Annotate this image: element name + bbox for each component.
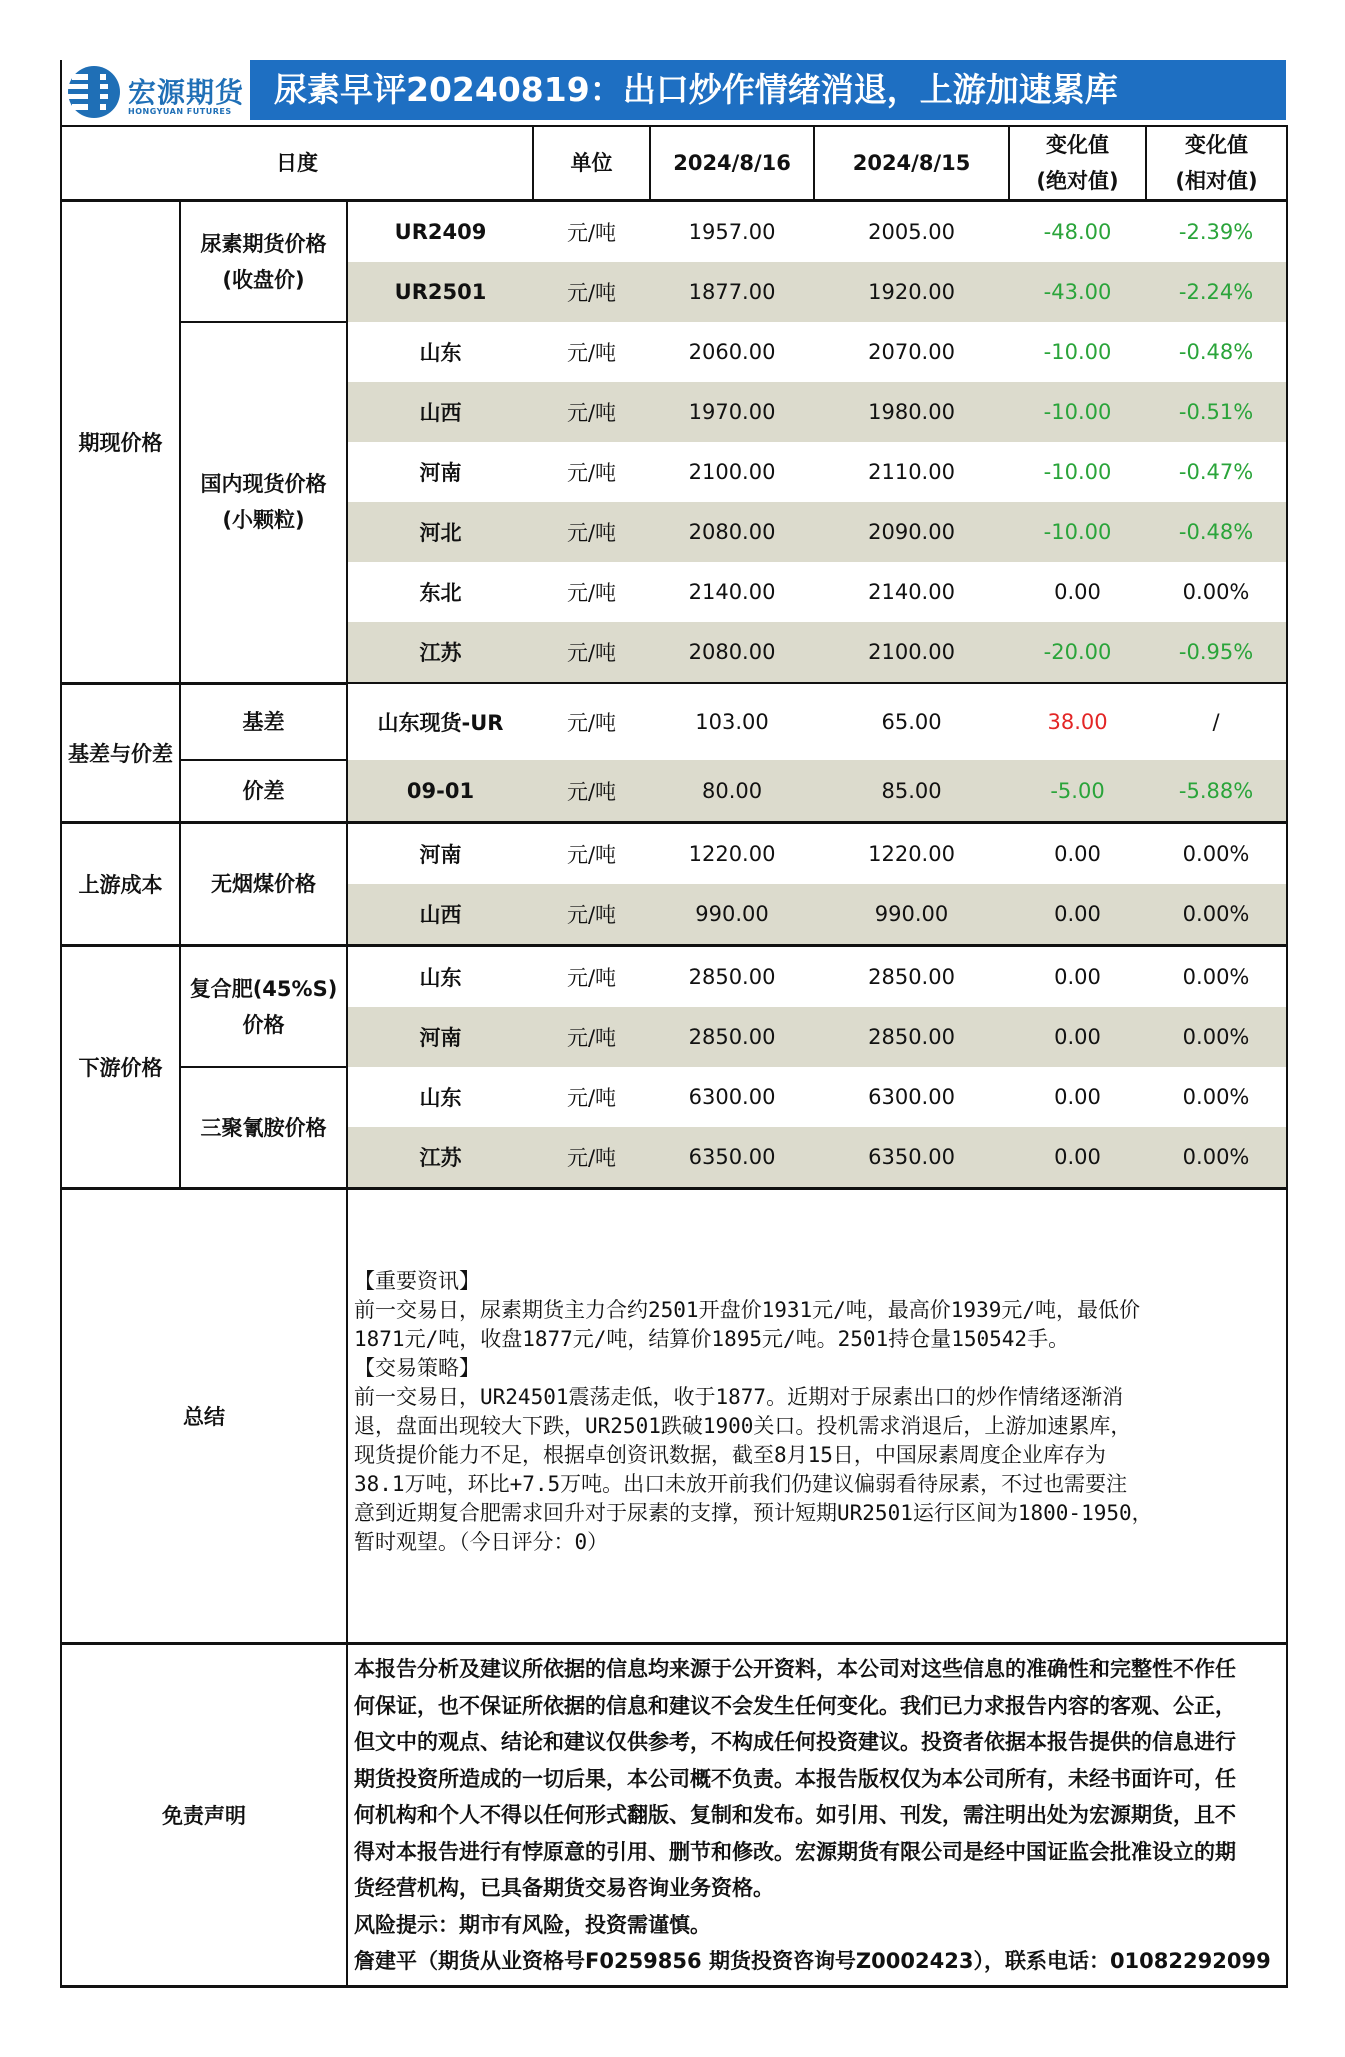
strategy-line: 前一交易日，UR24501震荡走低，收于1877。近期对于尿素出口的炒作情绪逐渐消 [354,1385,1124,1409]
row-item: 山西 [347,382,533,442]
row-unit: 元/吨 [533,1007,650,1067]
row-value-d1: 2080.00 [650,622,814,683]
row-change-abs: -10.00 [1043,460,1112,484]
row-value-d2: 1920.00 [814,262,1009,322]
sub-futures-price: 尿素期货价格 (收盘价) [180,201,347,323]
header-row [61,126,1287,201]
disclaimer-row [61,1644,1287,1987]
row-item: UR2409 [394,220,487,244]
row-change-rel: 0.00% [1146,562,1287,622]
row-change-rel: 0.00% [1146,1067,1287,1127]
disclaimer-line: 何机构和个人不得以任何形式翻版、复制和发布。如引用、刊发，需注明出处为宏源期货，且不 [354,1803,1236,1827]
summary-label: 总结 [61,1189,347,1644]
row-unit: 元/吨 [566,581,617,605]
row-item: 江苏 [347,622,533,683]
row-item: 09-01 [347,760,533,823]
col-d2: 2024/8/15 [814,126,1009,201]
row-item: 东北 [419,581,462,605]
row-change-rel: -0.48% [1146,322,1287,382]
strategy-title: 【交易策略】 [354,1356,480,1380]
disclaimer-label: 免责声明 [61,1644,347,1987]
row-value-d1: 1877.00 [650,262,814,322]
row-value-d1: 6350.00 [650,1127,814,1189]
row-value-d1: 990.00 [650,884,814,946]
row-value-d2: 2090.00 [814,502,1009,562]
row-value-d1: 2850.00 [650,946,814,1008]
row-value-d1: 2140.00 [688,580,776,604]
row-value-d2: 990.00 [814,884,1009,946]
row-unit: 元/吨 [533,622,650,683]
row-value-d2: 2070.00 [868,340,955,364]
row-change-rel: 0.00% [1146,1127,1287,1189]
row-change-rel: 0.00% [1146,884,1287,946]
row-change-rel: -0.95% [1146,622,1287,683]
row-item: 河北 [347,502,533,562]
row-value-d1: 2100.00 [688,460,776,484]
report [60,60,1286,1988]
row-value-d2: 6300.00 [868,1085,955,1109]
table-row [61,1067,1287,1127]
row-unit: 元/吨 [533,823,650,885]
row-change-abs: 0.00 [1009,823,1146,885]
sub-spot-price: 国内现货价格 (小颗粒) [180,322,347,683]
logo-subtitle: HONGYUAN FUTURES [128,107,232,116]
row-change-abs: 0.00 [1009,946,1146,1008]
disclaimer-line: 期货投资所造成的一切后果，本公司概不负责。本报告版权仅为本公司所有，未经书面许可，任 [354,1766,1236,1791]
table-row [61,760,1287,823]
summary-row [61,1189,1287,1644]
row-change-rel: -0.48% [1146,502,1287,562]
row-change-abs: -20.00 [1009,622,1146,683]
report-title: 尿素早评20240819：出口炒作情绪消退，上游加速累库 [250,60,1286,120]
row-change-abs: 0.00 [1054,1085,1101,1109]
row-change-rel: 0.00% [1146,946,1287,1008]
row-value-d2: 85.00 [814,760,1009,823]
row-change-rel: -2.24% [1146,262,1287,322]
row-value-d2: 2005.00 [868,220,955,244]
news-line: 前一交易日，尿素期货主力合约2501开盘价1931元/吨，最高价1939元/吨，最低价 [354,1298,1141,1322]
logo-icon [66,62,126,122]
table-row [61,946,1287,1008]
row-change-abs: 0.00 [1054,580,1101,604]
row-unit: 元/吨 [533,382,650,442]
disclaimer-body [347,1644,1287,1987]
row-value-d1: 103.00 [650,683,814,760]
title-bar [60,60,1286,125]
row-value-d2: 6350.00 [814,1127,1009,1189]
sub-coal-price: 无烟煤价格 [180,823,347,946]
row-change-rel: 0.00% [1146,1007,1287,1067]
category-spot-futures: 期现价格 [61,201,180,684]
category-upstream: 上游成本 [61,823,180,946]
row-unit: 元/吨 [566,1086,617,1110]
row-change-abs: 38.00 [1009,683,1146,760]
strategy-line: 意到近期复合肥需求回升对于尿素的支撑，预计短期UR2501运行区间为1800-1950， [354,1501,1153,1525]
summary-body [347,1189,1287,1644]
row-item: 山东现货-UR [347,683,533,760]
row-value-d2: 2140.00 [868,580,955,604]
row-unit: 元/吨 [566,461,617,485]
row-value-d1: 2080.00 [650,502,814,562]
strategy-line: 现货提价能力不足，根据卓创资讯数据，截至8月15日，中国尿素周度企业库存为 [354,1443,1106,1467]
row-value-d2: 2850.00 [814,1007,1009,1067]
category-downstream: 下游价格 [61,946,180,1189]
row-value-d2: 1980.00 [814,382,1009,442]
company-logo [62,60,248,125]
disclaimer-line: 但文中的观点、结论和建议仅供参考，不构成任何投资建议。投资者依据本报告提供的信息进行 [354,1730,1236,1754]
row-value-d2: 2100.00 [814,622,1009,683]
row-unit: 元/吨 [533,262,650,322]
row-change-abs: 0.00 [1009,1127,1146,1189]
table-row [61,823,1287,885]
row-value-d1: 2850.00 [650,1007,814,1067]
row-item: 山东 [419,1086,462,1110]
table-row [61,322,1287,382]
strategy-line: 暂时观望。（今日评分：0） [354,1530,609,1554]
disclaimer-line: 何保证，也不保证所依据的信息和建议不会发生任何变化。我们已力求报告内容的客观、公正， [354,1693,1236,1718]
row-change-rel: -0.51% [1146,382,1287,442]
row-value-d1: 80.00 [650,760,814,823]
row-item: 山东 [419,341,462,365]
row-unit: 元/吨 [533,884,650,946]
sub-melamine-price: 三聚氰胺价格 [180,1067,347,1189]
sub-compound-fertilizer: 复合肥(45%S) 价格 [180,946,347,1068]
col-d1: 2024/8/16 [650,126,814,201]
row-value-d1: 6300.00 [688,1085,776,1109]
row-change-rel: -2.39% [1146,201,1287,263]
row-unit: 元/吨 [533,760,650,823]
sub-spread: 价差 [180,760,347,823]
col-abs: 变化值 (绝对值) [1009,126,1146,201]
news-title: 【重要资讯】 [354,1269,480,1293]
row-item: 山西 [347,884,533,946]
row-unit: 元/吨 [566,221,617,245]
row-value-d2: 1220.00 [814,823,1009,885]
logo-wordmark: 宏源期货 [128,76,245,109]
disclaimer-line: 得对本报告进行有悖原意的引用、删节和修改。宏源期货有限公司是经中国证监会批准设立的期 [354,1839,1236,1864]
row-item: 山东 [347,946,533,1008]
disclaimer-line: 本报告分析及建议所依据的信息均来源于公开资料，本公司对这些信息的准确性和完整性不作任 [354,1657,1236,1681]
row-item: 河南 [419,461,462,485]
col-date: 日度 [61,126,533,201]
row-item: 江苏 [347,1127,533,1189]
disclaimer-line: 货经营机构，已具备期货交易咨询业务资格。 [354,1876,774,1900]
row-unit: 元/吨 [533,683,650,760]
row-unit: 元/吨 [566,341,617,365]
row-change-abs: 0.00 [1009,1007,1146,1067]
table-row [61,683,1287,760]
table-row [61,201,1287,263]
row-item: 河南 [347,1007,533,1067]
row-change-abs: -48.00 [1043,220,1112,244]
row-value-d2: 2850.00 [814,946,1009,1008]
row-change-rel: 0.00% [1146,823,1287,885]
price-table [60,125,1288,1988]
col-rel: 变化值 (相对值) [1146,126,1287,201]
row-item: 河南 [347,823,533,885]
row-change-rel: / [1146,683,1287,760]
row-value-d2: 65.00 [814,683,1009,760]
row-unit: 元/吨 [533,946,650,1008]
row-value-d1: 1220.00 [650,823,814,885]
row-change-rel: -5.88% [1146,760,1287,823]
row-change-rel: -0.47% [1146,442,1287,502]
row-change-abs: -5.00 [1009,760,1146,823]
risk-warning: 风险提示：期市有风险，投资需谨慎。 [354,1912,711,1937]
row-item: UR2501 [347,262,533,322]
row-change-abs: 0.00 [1009,884,1146,946]
row-unit: 元/吨 [533,1127,650,1189]
row-value-d1: 1970.00 [650,382,814,442]
sub-basis: 基差 [180,683,347,760]
strategy-line: 退，盘面出现较大下跌，UR2501跌破1900关口。投机需求消退后，上游加速累库， [354,1414,1132,1438]
row-change-abs: -10.00 [1009,502,1146,562]
row-value-d1: 1957.00 [688,220,776,244]
col-unit: 单位 [533,126,650,201]
row-value-d2: 2110.00 [868,460,955,484]
category-basis-spread: 基差与价差 [61,683,180,823]
strategy-line: 38.1万吨，环比+7.5万吨。出口未放开前我们仍建议偏弱看待尿素，不过也需要注 [354,1472,1128,1496]
row-value-d1: 2060.00 [688,340,776,364]
row-change-abs: -10.00 [1009,382,1146,442]
news-line: 1871元/吨，收盘1877元/吨，结算价1895元/吨。2501持仓量150542手。 [354,1327,1070,1351]
analyst-contact: 詹建平（期货从业资格号F0259856 期货投资咨询号Z0002423），联系电话：01082292099 [354,1949,1271,1973]
row-change-abs: -10.00 [1043,340,1112,364]
row-change-abs: -43.00 [1009,262,1146,322]
row-unit: 元/吨 [533,502,650,562]
